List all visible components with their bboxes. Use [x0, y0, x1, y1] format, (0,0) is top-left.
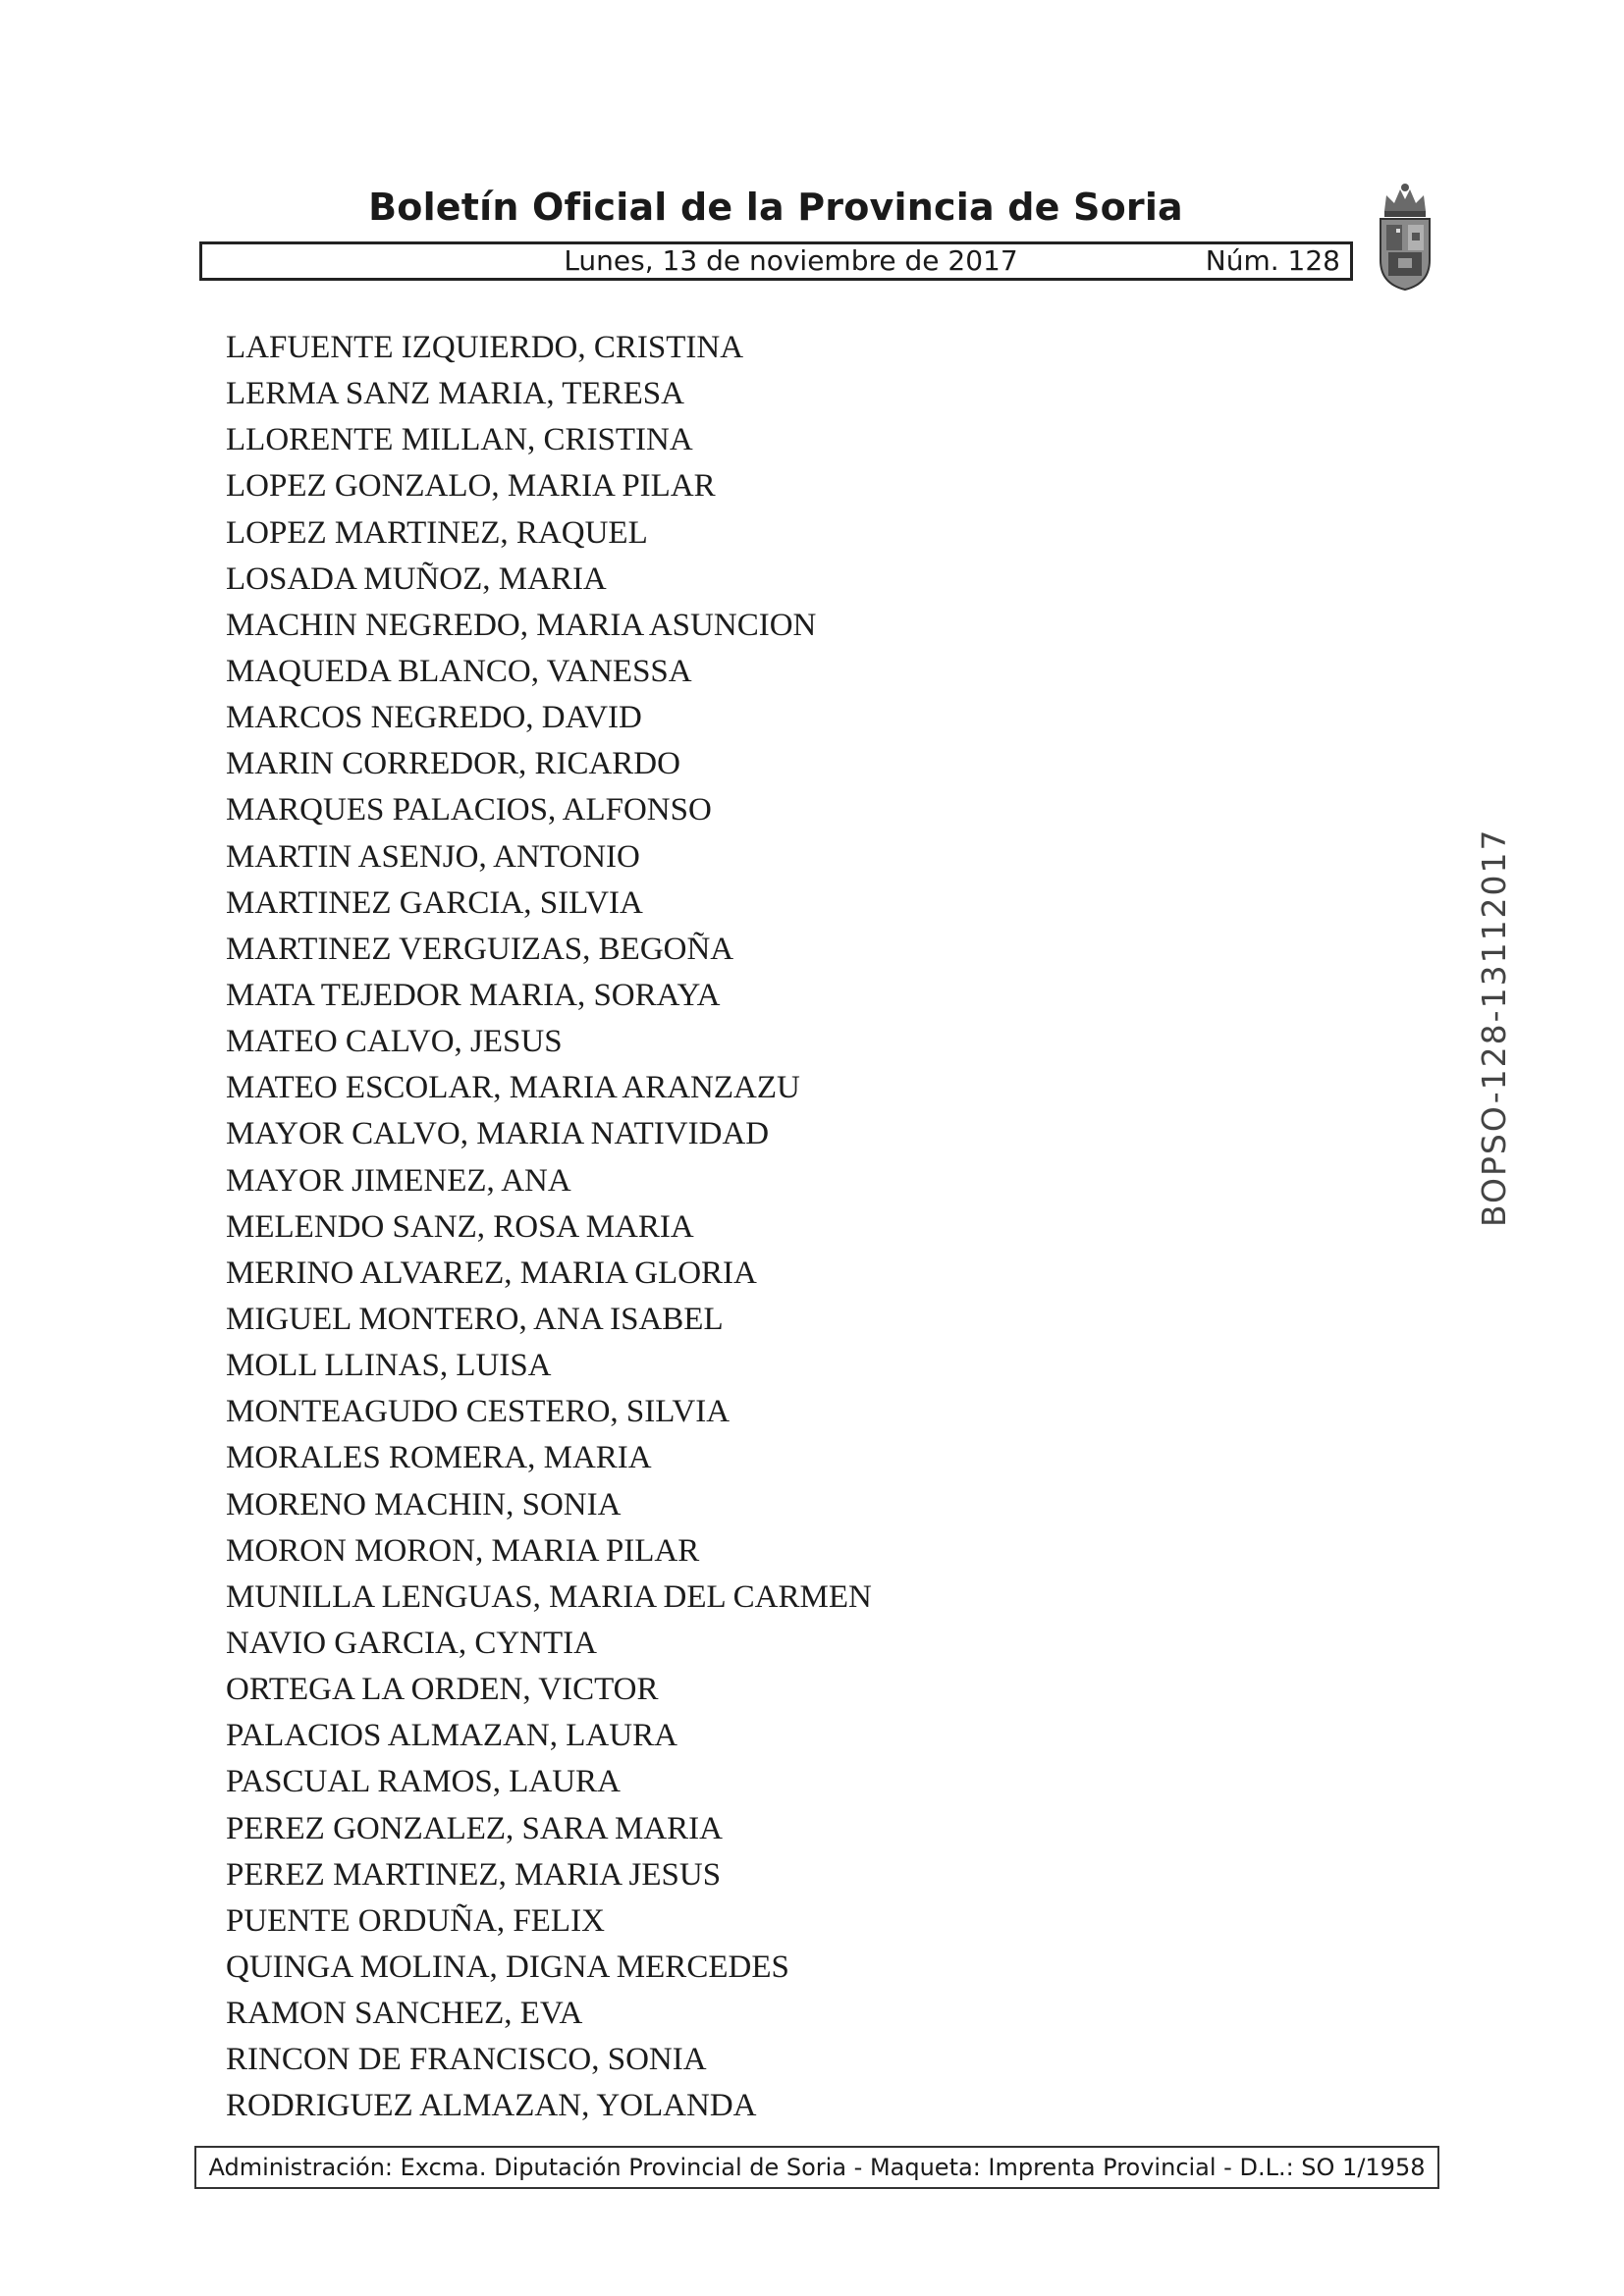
list-item: MORON MORON, MARIA PILAR [226, 1532, 700, 1569]
page-title: Boletín Oficial de la Provincia de Soria [368, 186, 1183, 229]
list-item: PEREZ MARTINEZ, MARIA JESUS [226, 1856, 722, 1893]
name-list [226, 325, 872, 2129]
list-item: MERINO ALVAREZ, MARIA GLORIA [226, 1255, 757, 1291]
list-item: PALACIOS ALMAZAN, LAURA [226, 1718, 677, 1754]
publication-date: Lunes, 13 de noviembre de 2017 [564, 244, 1018, 277]
list-item: MATEO ESCOLAR, MARIA ARANZAZU [226, 1070, 800, 1106]
list-item: LAFUENTE IZQUIERDO, CRISTINA [226, 330, 744, 365]
list-item: MUNILLA LENGUAS, MARIA DEL CARMEN [226, 1578, 872, 1615]
list-item: LLORENTE MILLAN, CRISTINA [226, 422, 693, 458]
list-item: MARTINEZ VERGUIZAS, BEGOÑA [226, 931, 734, 967]
document-code: BOPSO-128-13112017 [1475, 828, 1513, 1228]
list-item: MORENO MACHIN, SONIA [226, 1486, 622, 1522]
list-item: MARTIN ASENJO, ANTONIO [226, 838, 640, 875]
list-item: MACHIN NEGREDO, MARIA ASUNCION [226, 607, 817, 643]
list-item: PUENTE ORDUÑA, FELIX [226, 1902, 605, 1939]
list-item: MAYOR JIMENEZ, ANA [226, 1162, 571, 1199]
list-item: ORTEGA LA ORDEN, VICTOR [226, 1672, 659, 1708]
list-item: LOPEZ MARTINEZ, RAQUEL [226, 514, 648, 551]
footer: Administración: Excma. Diputación Provincial de Soria - Maqueta: Imprenta Provincial - D.L.: SO 1/1958 [194, 2146, 1439, 2189]
list-item: MOLL LLINAS, LUISA [226, 1348, 552, 1384]
list-item: MARTINEZ GARCIA, SILVIA [226, 884, 643, 921]
list-item: RINCON DE FRANCISCO, SONIA [226, 2042, 707, 2078]
list-item: MATEO CALVO, JESUS [226, 1024, 563, 1060]
list-item: MAQUEDA BLANCO, VANESSA [226, 653, 692, 689]
list-item: MARQUES PALACIOS, ALFONSO [226, 792, 712, 828]
list-item: LOPEZ GONZALO, MARIA PILAR [226, 468, 716, 505]
issue-number: Núm. 128 [1205, 244, 1340, 277]
list-item: LERMA SANZ MARIA, TERESA [226, 376, 684, 412]
list-item: MELENDO SANZ, ROSA MARIA [226, 1208, 694, 1245]
list-item: PASCUAL RAMOS, LAURA [226, 1764, 621, 1800]
list-item: MARIN CORREDOR, RICARDO [226, 746, 680, 782]
list-item: MAYOR CALVO, MARIA NATIVIDAD [226, 1116, 770, 1152]
list-item: LOSADA MUÑOZ, MARIA [226, 561, 607, 597]
list-item: NAVIO GARCIA, CYNTIA [226, 1625, 597, 1661]
list-item: RAMON SANCHEZ, EVA [226, 1996, 583, 2032]
list-item: RODRIGUEZ ALMAZAN, YOLANDA [226, 2088, 757, 2124]
date-issue-box [199, 241, 1353, 281]
list-item: QUINGA MOLINA, DIGNA MERCEDES [226, 1949, 789, 1985]
list-item: MATA TEJEDOR MARIA, SORAYA [226, 977, 721, 1013]
list-item: MIGUEL MONTERO, ANA ISABEL [226, 1301, 724, 1337]
list-item: MORALES ROMERA, MARIA [226, 1440, 652, 1476]
list-item: MONTEAGUDO CESTERO, SILVIA [226, 1394, 731, 1430]
coat-of-arms-icon [1377, 182, 1434, 292]
list-item: PEREZ GONZALEZ, SARA MARIA [226, 1810, 724, 1846]
list-item: MARCOS NEGREDO, DAVID [226, 700, 642, 736]
